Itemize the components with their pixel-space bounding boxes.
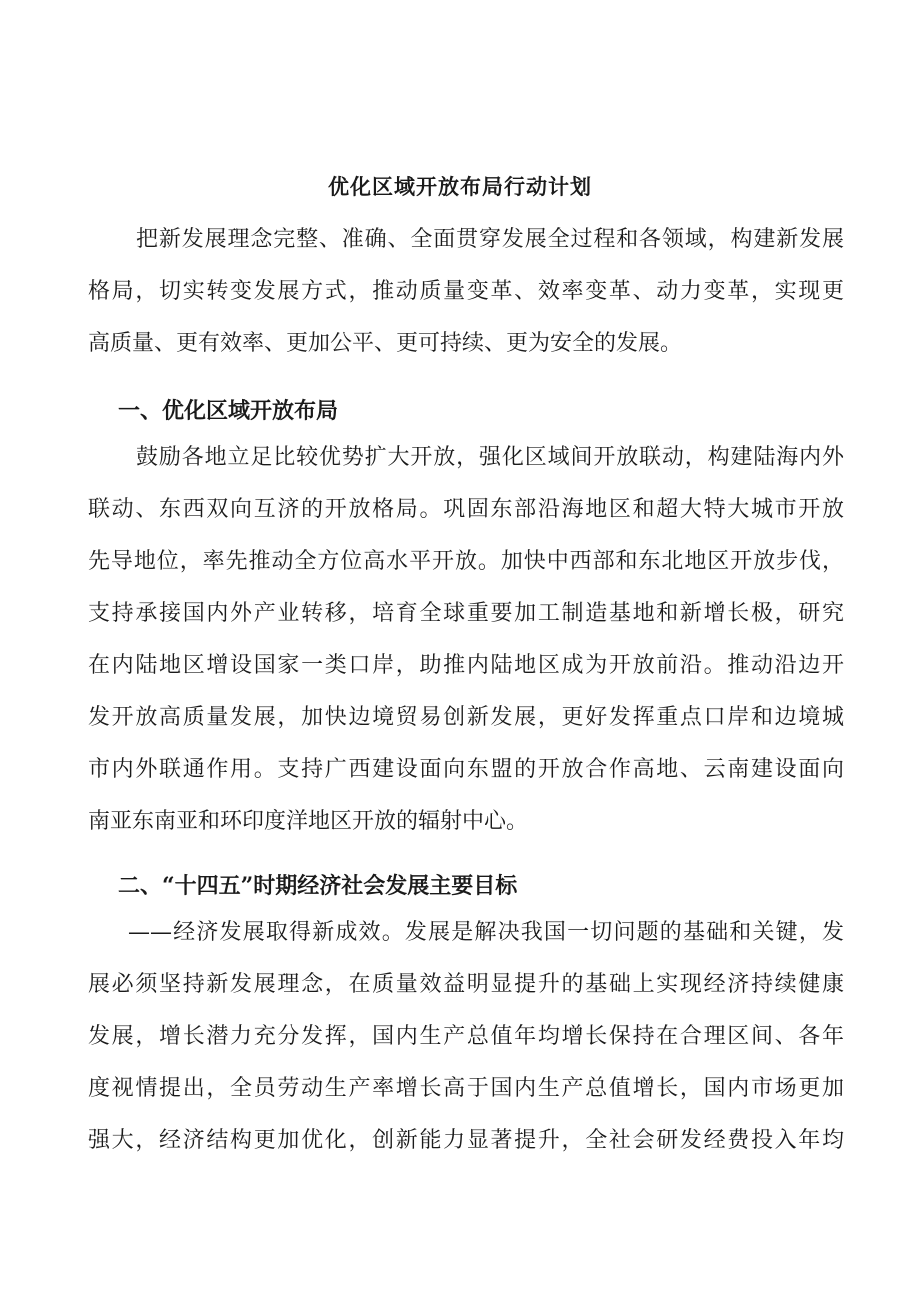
section1-line-2: 联动、东西双向互济的开放格局。巩固东部沿海地区和超大特大城市开放 <box>88 497 844 522</box>
section1-line-3: 先导地位，率先推动全方位高水平开放。加快中西部和东北地区开放步伐， <box>88 549 844 574</box>
section2-line-4: 度视情提出，全员劳动生产率增长高于国内生产总值增长，国内市场更加 <box>88 1076 844 1101</box>
section2-line-1: ——经济发展取得新成效。发展是解决我国一切问题的基础和关键，发 <box>128 920 844 945</box>
section1-line-1: 鼓励各地立足比较优势扩大开放，强化区域间开放联动，构建陆海内外 <box>136 445 844 470</box>
section1-line-7: 市内外联通作用。支持广西建设面向东盟的开放合作高地、云南建设面向 <box>88 757 844 782</box>
section2-heading: 二、“十四五”时期经济社会发展主要目标 <box>118 873 518 899</box>
intro-line-2: 格局，切实转变发展方式，推动质量变革、效率变革、动力变革，实现更 <box>88 279 844 304</box>
section1-line-6: 发开放高质量发展，加快边境贸易创新发展，更好发挥重点口岸和边境城 <box>88 705 844 730</box>
document-title: 优化区域开放布局行动计划 <box>328 174 592 199</box>
section2-line-2: 展必须坚持新发展理念，在质量效益明显提升的基础上实现经济持续健康 <box>88 972 844 997</box>
section1-heading: 一、优化区域开放布局 <box>118 398 339 424</box>
intro-line-1: 把新发展理念完整、准确、全面贯穿发展全过程和各领域，构建新发展 <box>136 227 844 252</box>
section1-line-5: 在内陆地区增设国家一类口岸，助推内陆地区成为开放前沿。推动沿边开 <box>88 653 844 678</box>
section1-line-8: 南亚东南亚和环印度洋地区开放的辐射中心。 <box>88 809 529 834</box>
section2-line-3: 发展，增长潜力充分发挥，国内生产总值年均增长保持在合理区间、各年 <box>88 1024 844 1049</box>
intro-line-3: 高质量、更有效率、更加公平、更可持续、更为安全的发展。 <box>88 331 683 356</box>
section2-line-5: 强大，经济结构更加优化，创新能力显著提升，全社会研发经费投入年均 <box>88 1128 844 1153</box>
section1-line-4: 支持承接国内外产业转移，培育全球重要加工制造基地和新增长极，研究 <box>88 601 844 626</box>
